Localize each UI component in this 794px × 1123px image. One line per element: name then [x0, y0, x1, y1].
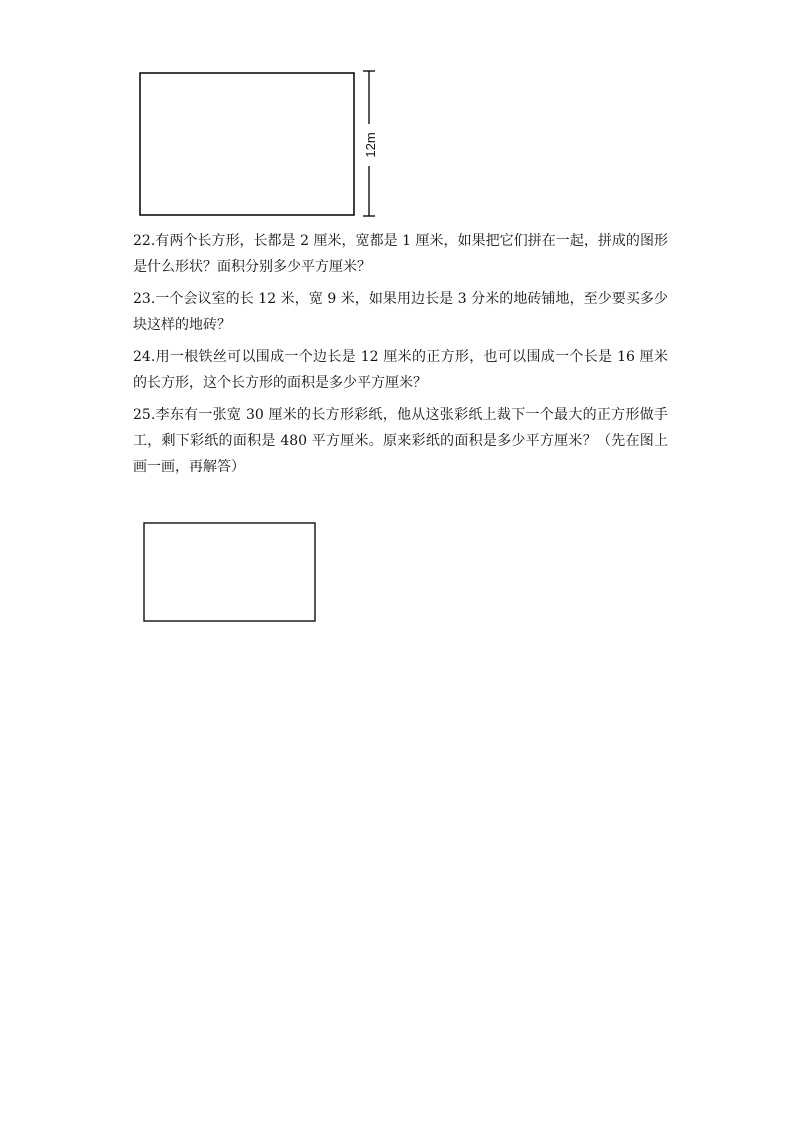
- rectangle-diagram: [138, 68, 383, 220]
- question-25: [133, 402, 668, 480]
- question-number: 24.: [133, 349, 156, 365]
- paper-rectangle-outline: [144, 523, 315, 621]
- question-number: 22.: [133, 233, 156, 249]
- question-text: 一个会议室的长 12 米，宽 9 米，如果用边长是 3 分米的地砖铺地，至少要买多少块这样的地砖？: [133, 291, 668, 333]
- question-text: 李东有一张宽 30 厘米的长方形彩纸，他从这张彩纸上裁下一个最大的正方形做手工，剩下彩纸的面积是 480 平方厘米。原来彩纸的面积是多少平方厘米？（先在图上画一画，再解答）: [133, 407, 668, 475]
- question-text: 用一根铁丝可以围成一个边长是 12 厘米的正方形，也可以围成一个长是 16 厘米的长方形，这个长方形的面积是多少平方厘米？: [133, 349, 668, 391]
- paper-rectangle-figure: [143, 522, 317, 623]
- rectangle-figure-with-dimension: [138, 68, 383, 220]
- question-number: 25.: [133, 407, 156, 423]
- question-22: [133, 228, 668, 280]
- dimension-label: 12m: [363, 132, 378, 158]
- question-list: [133, 228, 668, 486]
- question-24: [133, 344, 668, 396]
- question-number: 23.: [133, 291, 156, 307]
- paper-rectangle-diagram: [143, 522, 317, 623]
- question-text: 有两个长方形，长都是 2 厘米，宽都是 1 厘米，如果把它们拼在一起，拼成的图形是什么形状？面积分别多少平方厘米？: [133, 233, 668, 275]
- rectangle-outline: [140, 73, 354, 215]
- question-23: [133, 286, 668, 338]
